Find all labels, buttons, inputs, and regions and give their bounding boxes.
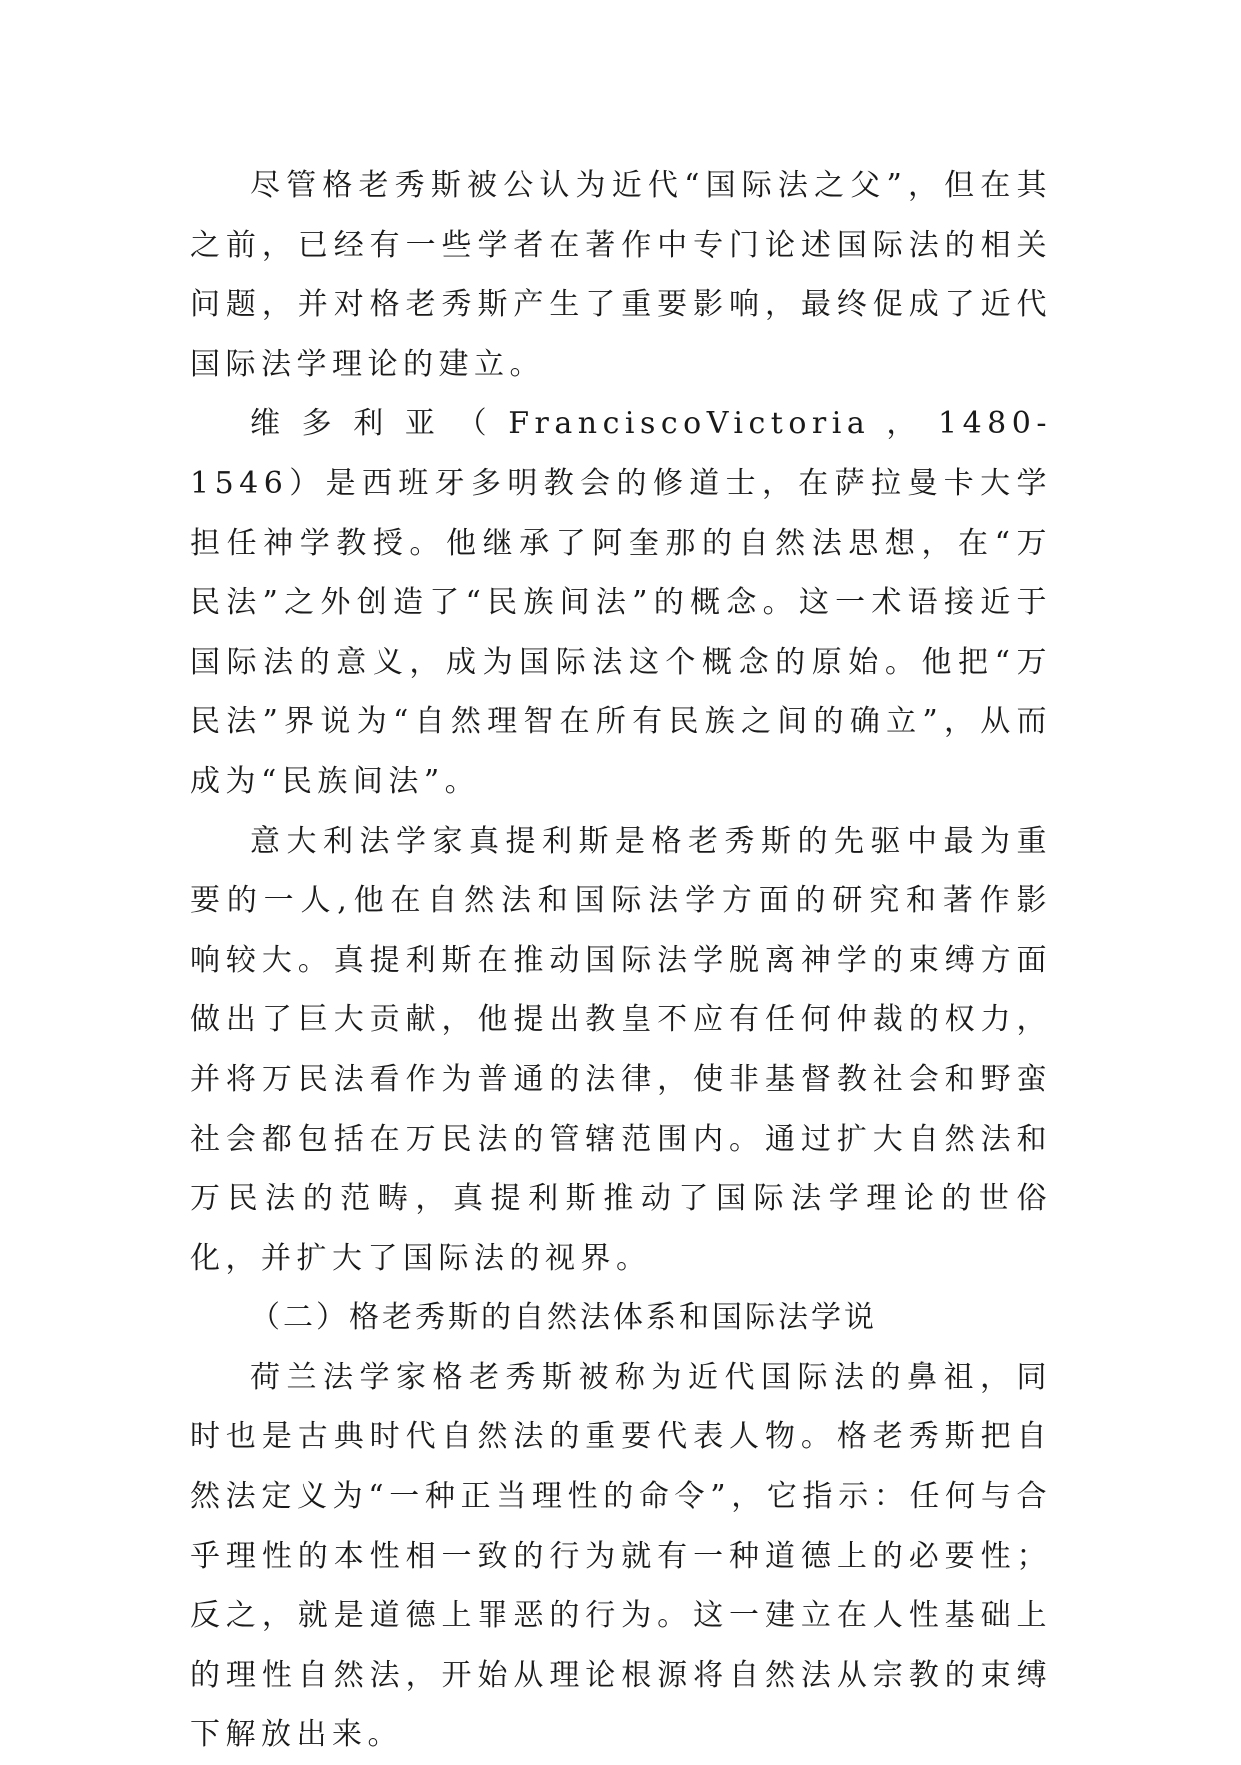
paragraph-grotius: 荷兰法学家格老秀斯被称为近代国际法的鼻祖，同时也是古典时代自然法的重要代表人物。格老秀斯把自然法定义为“一种正当理性的命令”，它指示：任何与合乎理性的本性相一致的行为就有一种道德上的必要性；反之，就是道德上罪恶的行为。这一建立在人性基础上的理性自然法，开始从理论根源将自然法从宗教的束缚下解放出来。 xyxy=(190,1359,1052,1753)
document-body xyxy=(190,156,1052,1765)
paragraph-gentili: 意大利法学家真提利斯是格老秀斯的先驱中最为重要的一人,他在自然法和国际法学方面的研究和著作影响较大。真提利斯在推动国际法学脱离神学的束缚方面做出了巨大贡献，他提出教皇不应有任何仲裁的权力，并将万民法看作为普通的法律，使非基督教社会和野蛮社会都包括在万民法的管辖范围内。通过扩大自然法和万民法的范畴，真提利斯推动了国际法学理论的世俗化，并扩大了国际法的视界。 xyxy=(190,823,1052,1276)
paragraph-victoria: 维多利亚（FranciscoVictoria，1480-1546）是西班牙多明教会的修道士，在萨拉曼卡大学担任神学教授。他继承了阿奎那的自然法思想，在“万民法”之外创造了“民族间法”的概念。这一术语接近于国际法的意义，成为国际法这个概念的原始。他把“万民法”界说为“自然理智在所有民族之间的确立”，从而成为“民族间法”。 xyxy=(190,406,1052,799)
paragraph-predecessors: 尽管格老秀斯被公认为近代“国际法之父”，但在其之前，已经有一些学者在著作中专门论述国际法的相关问题，并对格老秀斯产生了重要影响，最终促成了近代国际法学理论的建立。 xyxy=(190,168,1052,382)
section-heading: （二）格老秀斯的自然法体系和国际法学说 xyxy=(250,1300,877,1336)
